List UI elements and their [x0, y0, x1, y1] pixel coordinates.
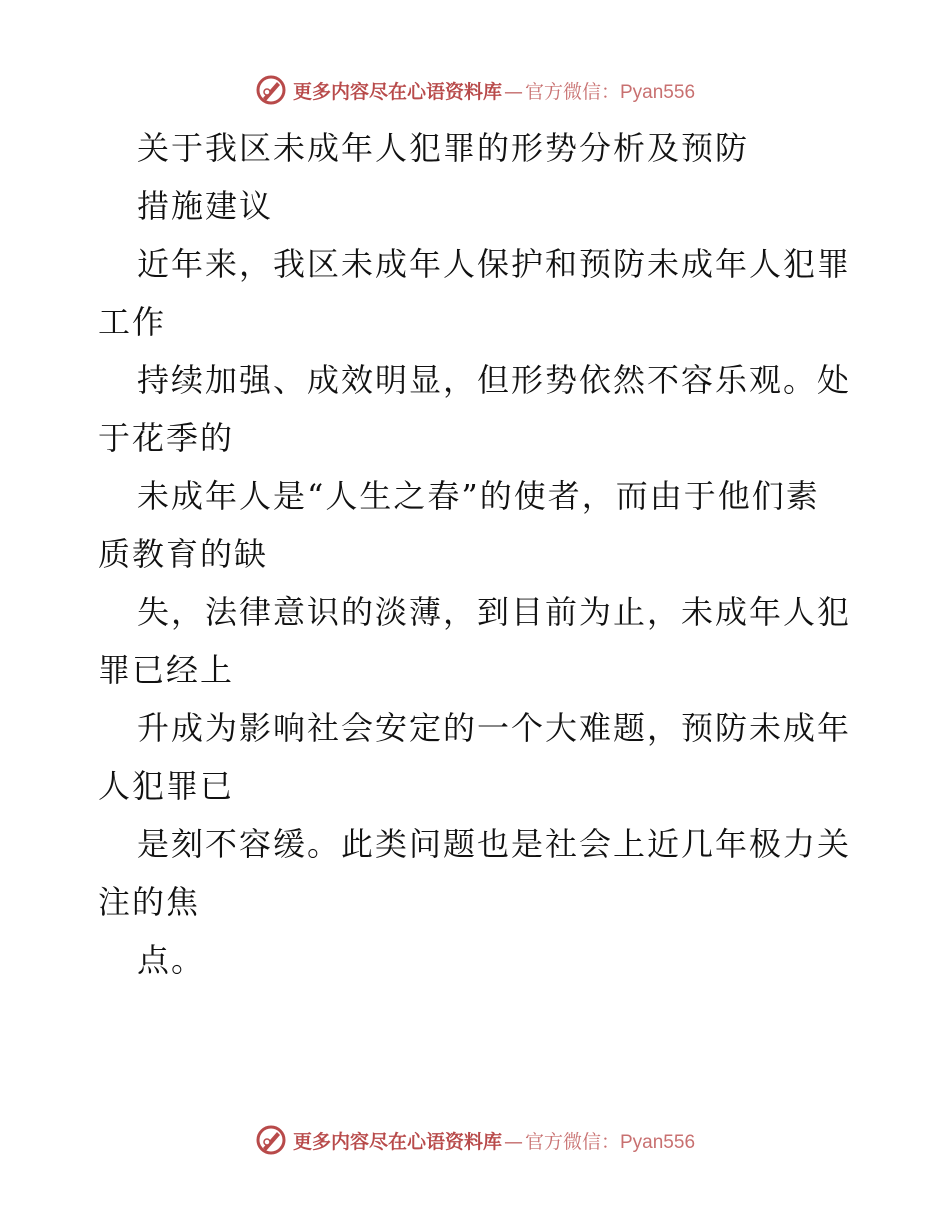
- paragraph-line: 近年来，我区未成年人保护和预防未成年人犯罪: [137, 245, 852, 283]
- wechat-label: 官方微信：: [524, 1130, 620, 1153]
- banner-separator: —: [503, 1130, 523, 1153]
- paragraph-line: 注的焦: [98, 883, 201, 921]
- header-banner: [0, 72, 950, 108]
- library-text: 更多内容尽在心语资料库: [292, 80, 502, 103]
- paragraph-line: 点。: [137, 941, 206, 979]
- paragraph-line: 持续加强、成效明显，但形势依然不容乐观。处: [137, 361, 852, 399]
- pen-logo-icon: [255, 1124, 287, 1156]
- banner-text: [293, 77, 695, 104]
- paragraph-line: 工作: [98, 303, 167, 341]
- paragraph-line: 是刻不容缓。此类问题也是社会上近几年极力关: [137, 825, 852, 863]
- paragraph-line: 未成年人是“人生之春”的使者，而由于他们素: [137, 477, 820, 515]
- paragraph-line: 升成为影响社会安定的一个大难题，预防未成年: [137, 709, 852, 747]
- doc-title-line-2: 措施建议: [137, 187, 274, 225]
- paragraph-line: 人犯罪已: [98, 767, 235, 805]
- paragraph-line: 罪已经上: [98, 651, 235, 689]
- footer-banner: [0, 1122, 950, 1158]
- wechat-id: Pyan556: [620, 1131, 696, 1153]
- banner-separator: —: [503, 80, 523, 103]
- doc-title-line-1: 关于我区未成年人犯罪的形势分析及预防: [137, 129, 750, 167]
- paragraph-line: 质教育的缺: [98, 535, 269, 573]
- paragraph-line: 失，法律意识的淡薄，到目前为止，未成年人犯: [137, 593, 852, 631]
- wechat-label: 官方微信：: [524, 80, 620, 103]
- library-text: 更多内容尽在心语资料库: [292, 1130, 502, 1153]
- banner-text: [293, 1127, 695, 1154]
- wechat-id: Pyan556: [620, 81, 696, 103]
- paragraph-line: 于花季的: [98, 419, 235, 457]
- pen-logo-icon: [255, 74, 287, 106]
